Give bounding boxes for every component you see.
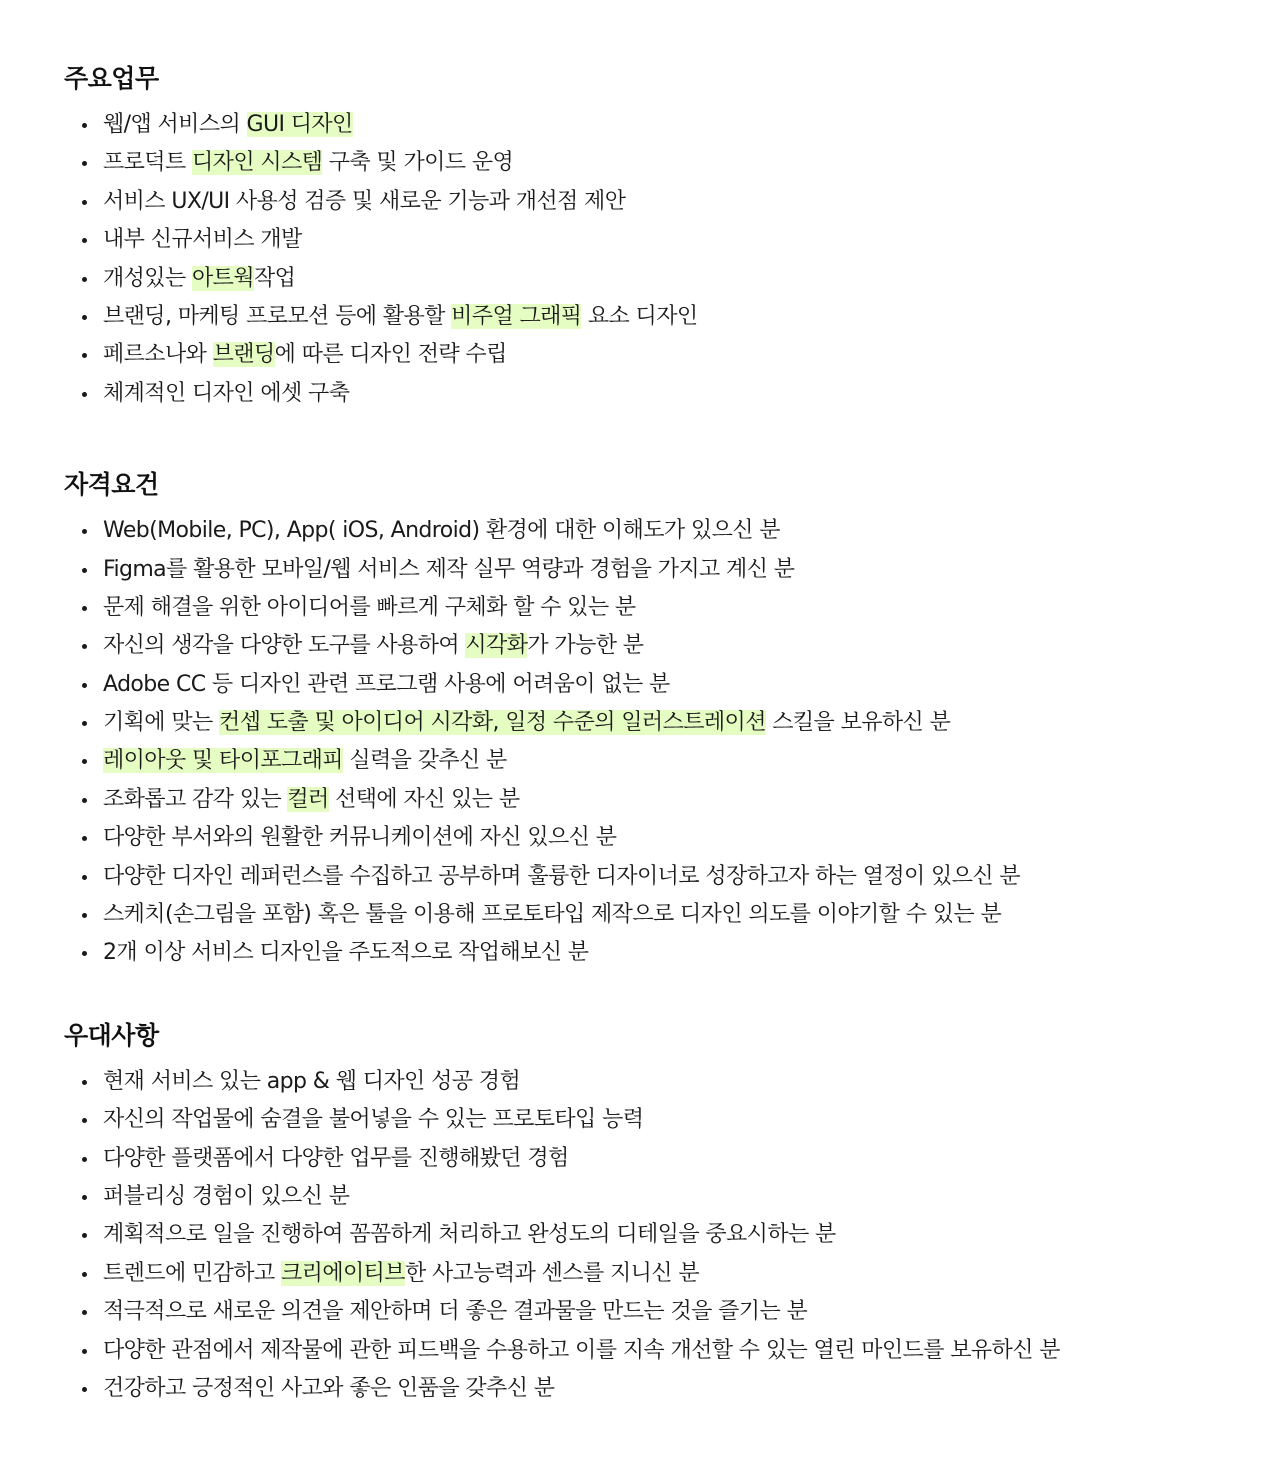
- list-item: [64, 704, 1280, 742]
- preferred-list: [64, 1063, 1280, 1409]
- highlighted-text: 디자인 시스템: [192, 150, 323, 176]
- item-text: 프로덕트: [103, 150, 193, 176]
- highlighted-text: 시각화: [465, 633, 528, 659]
- list-item: [64, 1216, 1280, 1254]
- section-qualifications: [64, 464, 1280, 973]
- list-item: [64, 627, 1280, 665]
- item-text: 자신의 생각을 다양한 도구를 사용하여: [103, 633, 466, 659]
- item-text: 에 따른 디자인 전략 수립: [274, 342, 507, 368]
- list-item: [64, 589, 1280, 627]
- list-item: [64, 819, 1280, 857]
- item-text: 다양한 관점에서 제작물에 관한 피드백을 수용하고 이를 지속 개선할 수 있는 열린 마인드를 보유하신 분: [103, 1337, 1060, 1363]
- qualifications-list: [64, 512, 1280, 973]
- list-item: [64, 1063, 1280, 1101]
- item-text: 기획에 맞는: [103, 710, 220, 736]
- section-title: 주요업무: [64, 64, 159, 93]
- item-text: 문제 해결을 위한 아이디어를 빠르게 구체화 할 수 있는 분: [103, 594, 636, 620]
- list-item: [64, 1332, 1280, 1370]
- list-item: [64, 260, 1280, 298]
- item-text: 적극적으로 새로운 의견을 제안하며 더 좋은 결과물을 만드는 것을 즐기는 분: [103, 1299, 808, 1325]
- duties-list: [64, 106, 1280, 413]
- section-title: 자격요건: [64, 470, 159, 500]
- highlighted-text: 컬러: [287, 786, 329, 812]
- list-item: [64, 336, 1280, 374]
- list-item: [64, 1293, 1280, 1331]
- item-text: 자신의 작업물에 숨결을 불어넣을 수 있는 프로토타입 능력: [103, 1107, 644, 1133]
- item-text: Figma를 활용한 모바일/웹 서비스 제작 실무 역량과 경험을 가지고 계신 분: [103, 556, 795, 582]
- highlighted-text: 컨셉 도출 및 아이디어 시각화, 일정 수준의 일러스트레이션: [219, 710, 766, 736]
- item-text: 체계적인 디자인 에셋 구축: [103, 380, 350, 406]
- list-item: [64, 781, 1280, 819]
- highlighted-text: 크리에이티브: [281, 1260, 405, 1286]
- item-text: 2개 이상 서비스 디자인을 주도적으로 작업해보신 분: [103, 940, 589, 966]
- item-text: Adobe CC 등 디자인 관련 프로그램 사용에 어려움이 없는 분: [103, 671, 670, 697]
- list-item: [64, 1101, 1280, 1139]
- highlighted-text: 레이아웃 및 타이포그래피: [103, 748, 343, 774]
- list-item: [64, 742, 1280, 780]
- highlighted-text: 브랜딩: [212, 342, 275, 368]
- item-text: 스킬을 보유하신 분: [765, 710, 951, 736]
- list-item: [64, 934, 1280, 972]
- item-text: 요소 디자인: [581, 303, 698, 329]
- list-item: [64, 375, 1280, 413]
- item-text: 개성있는: [103, 265, 193, 291]
- item-text: 다양한 부서와의 원활한 커뮤니케이션에 자신 있으신 분: [103, 825, 617, 851]
- item-text: 서비스 UX/UI 사용성 검증 및 새로운 기능과 개선점 제안: [103, 188, 626, 214]
- item-text: 구축 및 가이드 운영: [322, 150, 514, 176]
- list-item: [64, 1140, 1280, 1178]
- list-item: [64, 1370, 1280, 1408]
- list-item: [64, 144, 1280, 182]
- list-item: [64, 1178, 1280, 1216]
- item-text: 다양한 디자인 레퍼런스를 수집하고 공부하며 훌륭한 디자이너로 성장하고자 하는 열정이 있으신 분: [103, 863, 1021, 889]
- list-item: [64, 551, 1280, 589]
- highlighted-text: 아트웍: [192, 265, 254, 291]
- item-text: 내부 신규서비스 개발: [103, 227, 302, 253]
- item-text: 작업: [253, 265, 296, 291]
- item-text: 선택에 자신 있는 분: [328, 786, 520, 812]
- item-text: 트렌드에 민감하고: [103, 1260, 282, 1286]
- item-text: 웹/앱 서비스의: [103, 112, 247, 137]
- item-text: 퍼블리싱 경험이 있으신 분: [103, 1183, 350, 1209]
- list-item: [64, 666, 1280, 704]
- list-item: [64, 106, 1280, 144]
- section-preferred: [64, 1015, 1280, 1409]
- item-text: 가 가능한 분: [527, 633, 644, 659]
- item-text: 페르소나와: [103, 342, 213, 368]
- item-text: 실력을 갖추신 분: [342, 748, 507, 774]
- list-item: [64, 183, 1280, 221]
- section-title: 우대사항: [64, 1020, 159, 1050]
- item-text: 계획적으로 일을 진행하여 꼼꼼하게 처리하고 완성도의 디테일을 중요시하는 분: [103, 1222, 836, 1248]
- item-text: 다양한 플랫폼에서 다양한 업무를 진행해봤던 경험: [103, 1145, 569, 1171]
- list-item: [64, 512, 1280, 550]
- item-text: 브랜딩, 마케팅 프로모션 등에 활용할: [103, 303, 452, 329]
- list-item: [64, 858, 1280, 896]
- list-item: [64, 298, 1280, 336]
- list-item: [64, 221, 1280, 259]
- item-text: 스케치(손그림을 포함) 혹은 툴을 이용해 프로토타입 제작으로 디자인 의도를 이야기할 수 있는 분: [103, 902, 1002, 928]
- list-item: [64, 896, 1280, 934]
- item-text: 현재 서비스 있는 app & 웹 디자인 성공 경험: [103, 1068, 521, 1094]
- item-text: Web(Mobile, PC), App( iOS, Android) 환경에 대한 이해도가 있으신 분: [103, 518, 780, 544]
- section-main-duties: [64, 58, 1280, 413]
- list-item: [64, 1255, 1280, 1293]
- item-text: 조화롭고 감각 있는: [103, 786, 288, 812]
- highlighted-text: GUI 디자인: [246, 112, 353, 137]
- highlighted-text: 비주얼 그래픽: [451, 303, 582, 329]
- item-text: 한 사고능력과 센스를 지니신 분: [404, 1260, 699, 1286]
- item-text: 건강하고 긍정적인 사고와 좋은 인품을 갖추신 분: [103, 1375, 555, 1401]
